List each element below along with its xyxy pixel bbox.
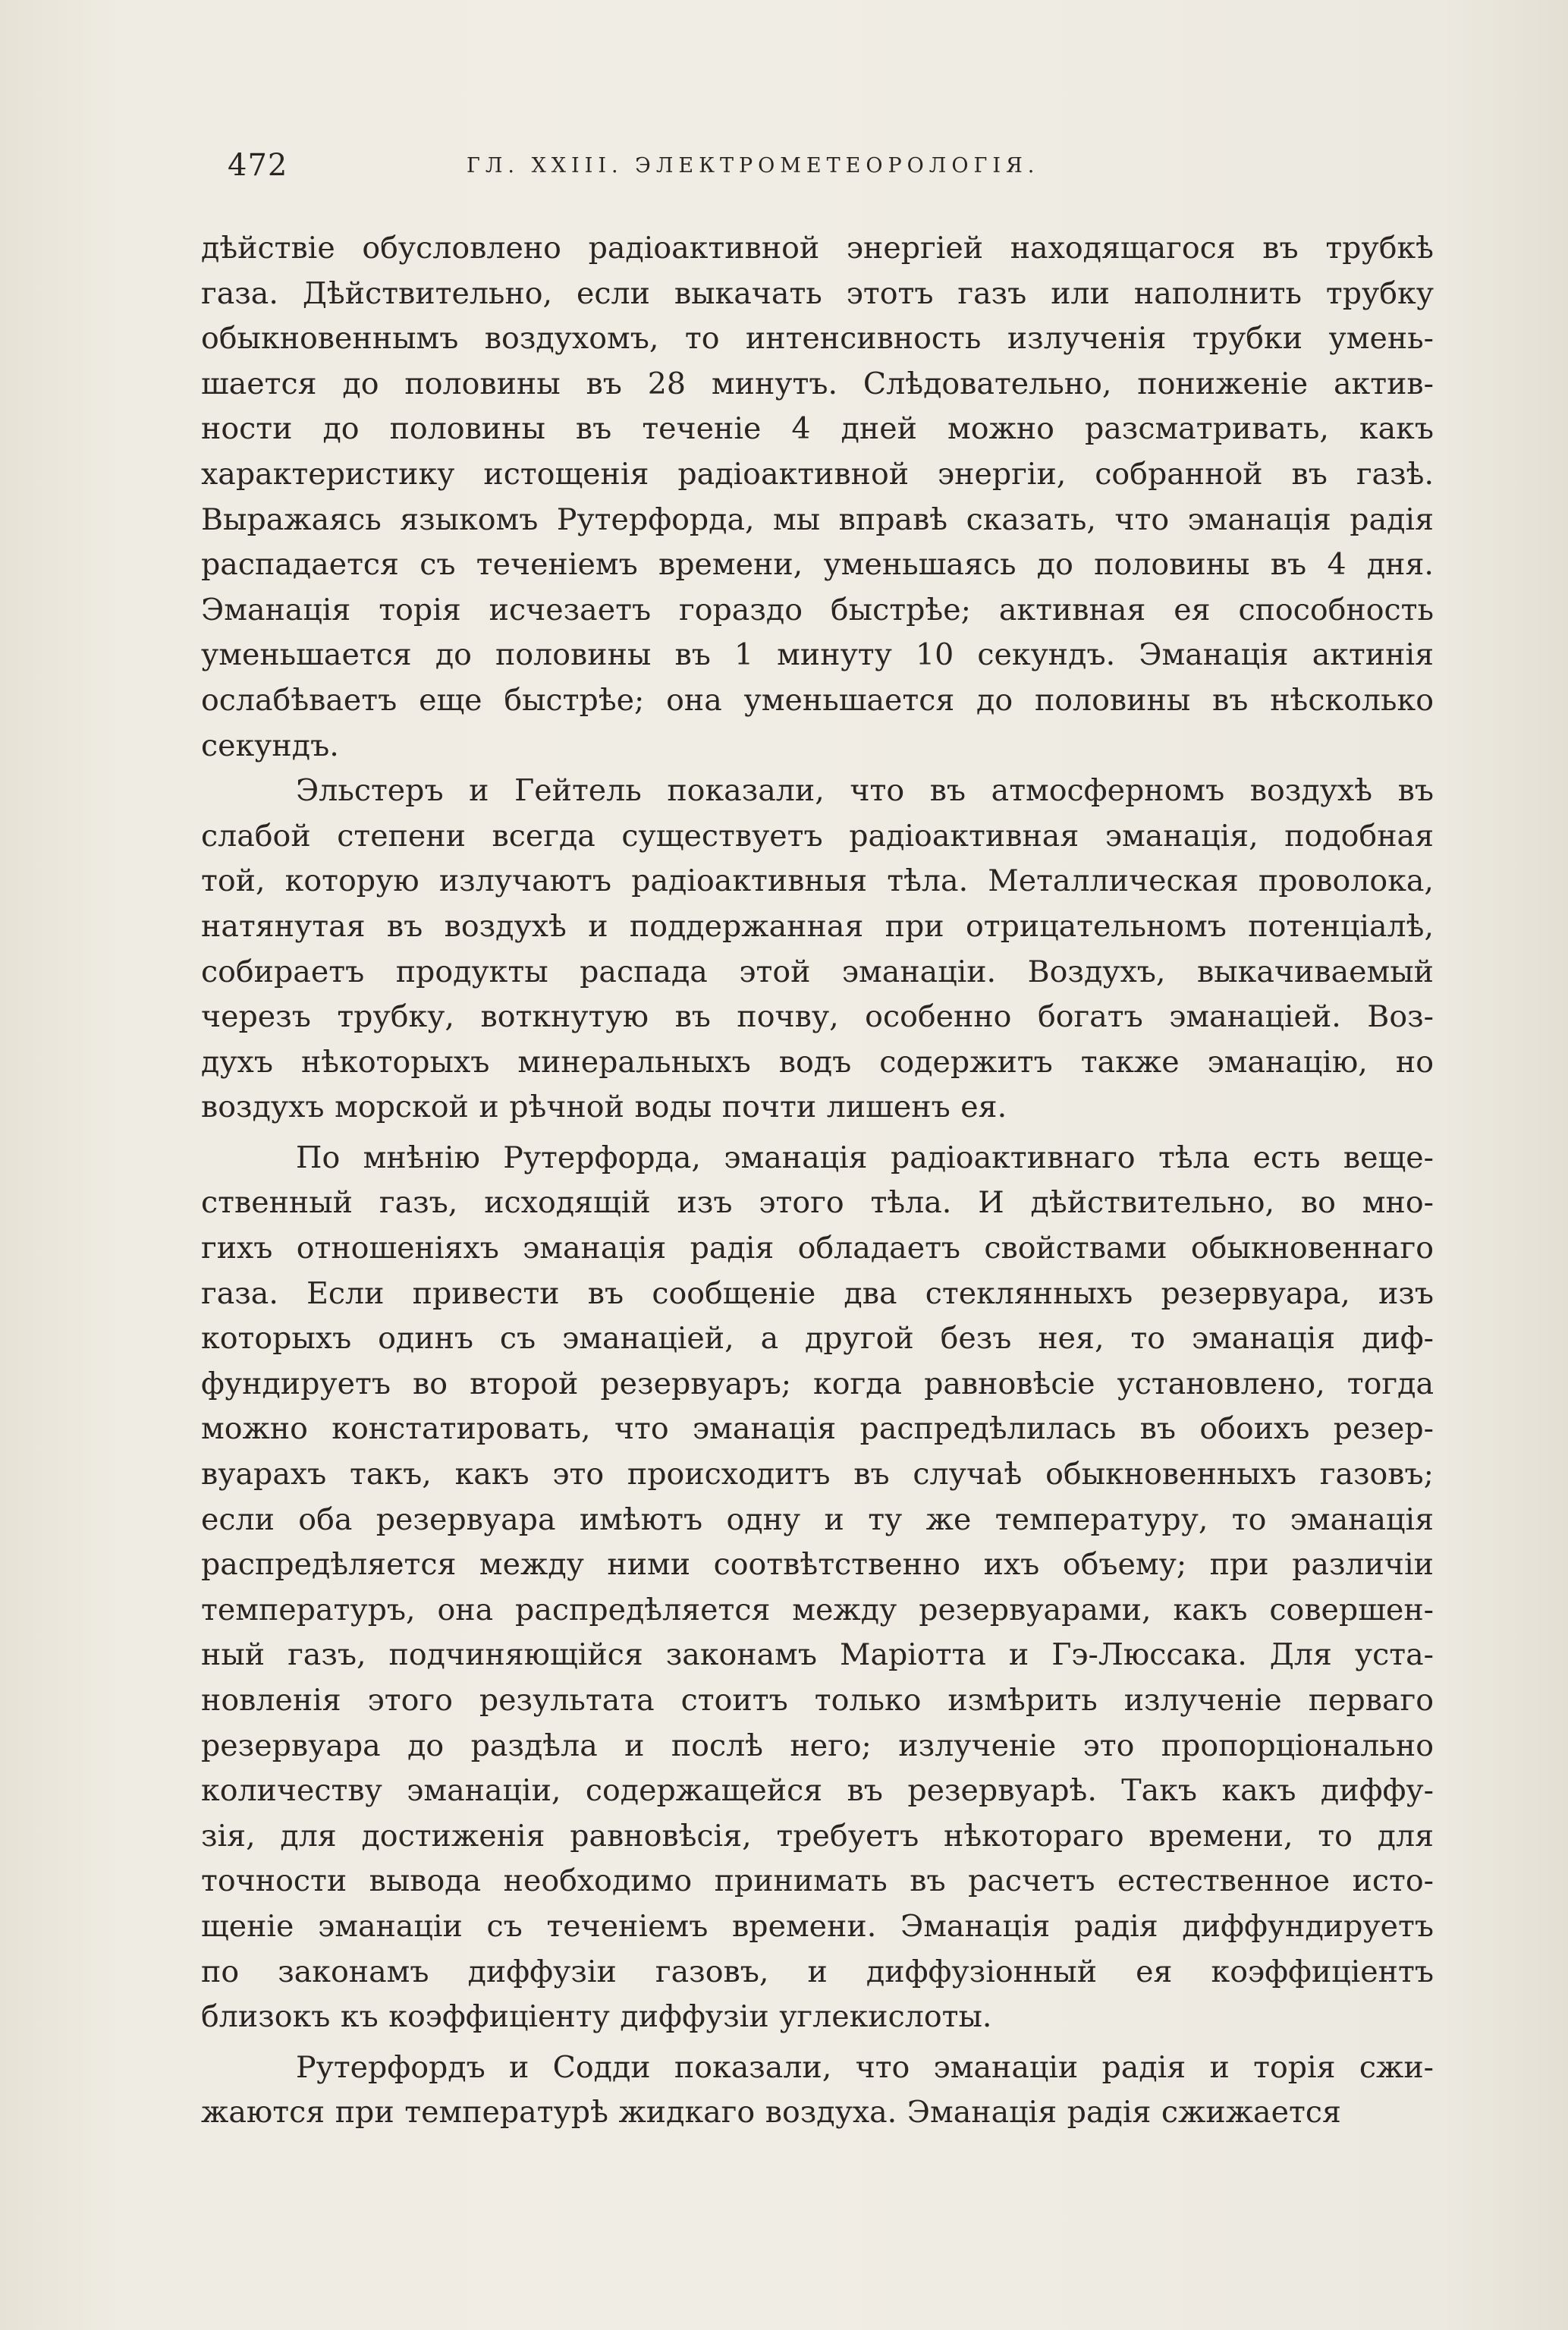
text-line: ослабѣваетъ еще быстрѣе; она уменьшается до половины въ нѣсколько	[201, 682, 1434, 718]
text-line: воздухъ морской и рѣчной воды почти лишенъ ея.	[201, 1090, 1007, 1125]
text-line: Эльстеръ и Гейтель показали, что въ атмосферномъ воздухѣ въ	[296, 773, 1434, 809]
text-line: по законамъ диффузіи газовъ, и диффузіонный ея коэффиціентъ	[201, 1954, 1434, 1989]
text-line: новленія этого результата стоитъ только измѣрить излученіе перваго	[201, 1683, 1434, 1718]
text-line: ный газъ, подчиняющійся законамъ Маріотта и Гэ-Люссака. Для уста-	[201, 1637, 1434, 1673]
text-line: распредѣляется между ними соотвѣтственно ихъ объему; при различіи	[201, 1547, 1434, 1583]
text-line: слабой степени всегда существуетъ радіоактивная эманація, подобная	[201, 818, 1434, 854]
text-line: точности вывода необходимо принимать въ расчетъ естественное исто-	[201, 1863, 1434, 1899]
text-line: зія, для достиженія равновѣсія, требуетъ нѣкотораго времени, то для	[201, 1818, 1434, 1854]
text-line: секундъ.	[201, 728, 339, 763]
text-line: щеніе эманаціи съ теченіемъ времени. Эманація радія диффундируетъ	[201, 1908, 1434, 1944]
text-line: если оба резервуара имѣютъ одну и ту же температуру, то эманація	[201, 1501, 1434, 1537]
text-line: шается до половины въ 28 минутъ. Слѣдовательно, пониженіе актив-	[201, 366, 1434, 401]
text-line: газа. Дѣйствительно, если выкачать этотъ газъ или наполнить трубку	[201, 275, 1434, 311]
text-line: фундируетъ во второй резервуаръ; когда равновѣсіе установлено, тогда	[201, 1366, 1434, 1401]
paragraph	[201, 226, 1434, 769]
running-title: ГЛ. XXIII. ЭЛЕКТРОМЕТЕОРОЛОГІЯ.	[467, 154, 1040, 178]
page-header	[228, 148, 1441, 193]
text-line: собираетъ продукты распада этой эманаціи. Воздухъ, выкачиваемый	[201, 954, 1434, 989]
paragraph	[201, 2045, 1434, 2136]
paragraph	[201, 769, 1434, 1130]
text-line: температуръ, она распредѣляется между резервуарами, какъ совершен-	[201, 1592, 1434, 1627]
text-line: количеству эманаціи, содержащейся въ резервуарѣ. Такъ какъ диффу-	[201, 1773, 1434, 1809]
text-line: уменьшается до половины въ 1 минуту 10 секундъ. Эманація актинія	[201, 637, 1434, 673]
text-line: вуарахъ такъ, какъ это происходитъ въ случаѣ обыкновенныхъ газовъ;	[201, 1457, 1434, 1492]
text-line: Эманація торія исчезаетъ гораздо быстрѣе; активная ея способность	[201, 592, 1434, 627]
text-line: близокъ къ коэффиціенту диффузіи углекислоты.	[201, 1999, 992, 2035]
text-line: характеристику истощенія радіоактивной энергіи, собранной въ газѣ.	[201, 456, 1434, 492]
paragraph	[201, 1136, 1434, 2040]
text-line: резервуара до раздѣла и послѣ него; излученіе это пропорціонально	[201, 1728, 1434, 1763]
text-line: Выражаясь языкомъ Рутерфорда, мы вправѣ сказать, что эманація радія	[201, 502, 1434, 537]
page-number: 472	[228, 148, 288, 183]
text-line: дѣйствіе обусловлено радіоактивной энергіей находящагося въ трубкѣ	[201, 231, 1434, 266]
text-line: черезъ трубку, воткнутую въ почву, особенно богатъ эманаціей. Воз-	[201, 999, 1434, 1035]
text-line: натянутая въ воздухѣ и поддержанная при отрицательномъ потенціалѣ,	[201, 908, 1434, 944]
text-line: обыкновеннымъ воздухомъ, то интенсивность излученія трубки умень-	[201, 321, 1434, 357]
text-line: Рутерфордъ и Содди показали, что эманаціи радія и торія сжи-	[296, 2049, 1434, 2085]
text-line: По мнѣнію Рутерфорда, эманація радіоактивнаго тѣла есть веще-	[296, 1140, 1434, 1175]
text-line: гихъ отношеніяхъ эманація радія обладаетъ свойствами обыкновеннаго	[201, 1231, 1434, 1266]
body-text	[201, 226, 1434, 2136]
text-line: духъ нѣкоторыхъ минеральныхъ водъ содержитъ также эманацію, но	[201, 1044, 1434, 1080]
text-line: которыхъ одинъ съ эманаціей, а другой безъ нея, то эманація диф-	[201, 1321, 1434, 1357]
text-line: газа. Если привести въ сообщеніе два стеклянныхъ резервуара, изъ	[201, 1275, 1434, 1311]
text-line: ственный газъ, исходящій изъ этого тѣла. И дѣйствительно, во мно-	[201, 1185, 1434, 1221]
text-line: можно констатировать, что эманація распредѣлилась въ обоихъ резер-	[201, 1411, 1434, 1447]
text-line: той, которую излучаютъ радіоактивныя тѣла. Металлическая проволока,	[201, 863, 1434, 899]
text-line: жаются при температурѣ жидкаго воздуха. Эманація радія сжижается	[201, 2095, 1341, 2130]
text-line: ности до половины въ теченіе 4 дней можно разсматривать, какъ	[201, 411, 1434, 447]
text-line: распадается съ теченіемъ времени, уменьшаясь до половины въ 4 дня.	[201, 547, 1434, 583]
